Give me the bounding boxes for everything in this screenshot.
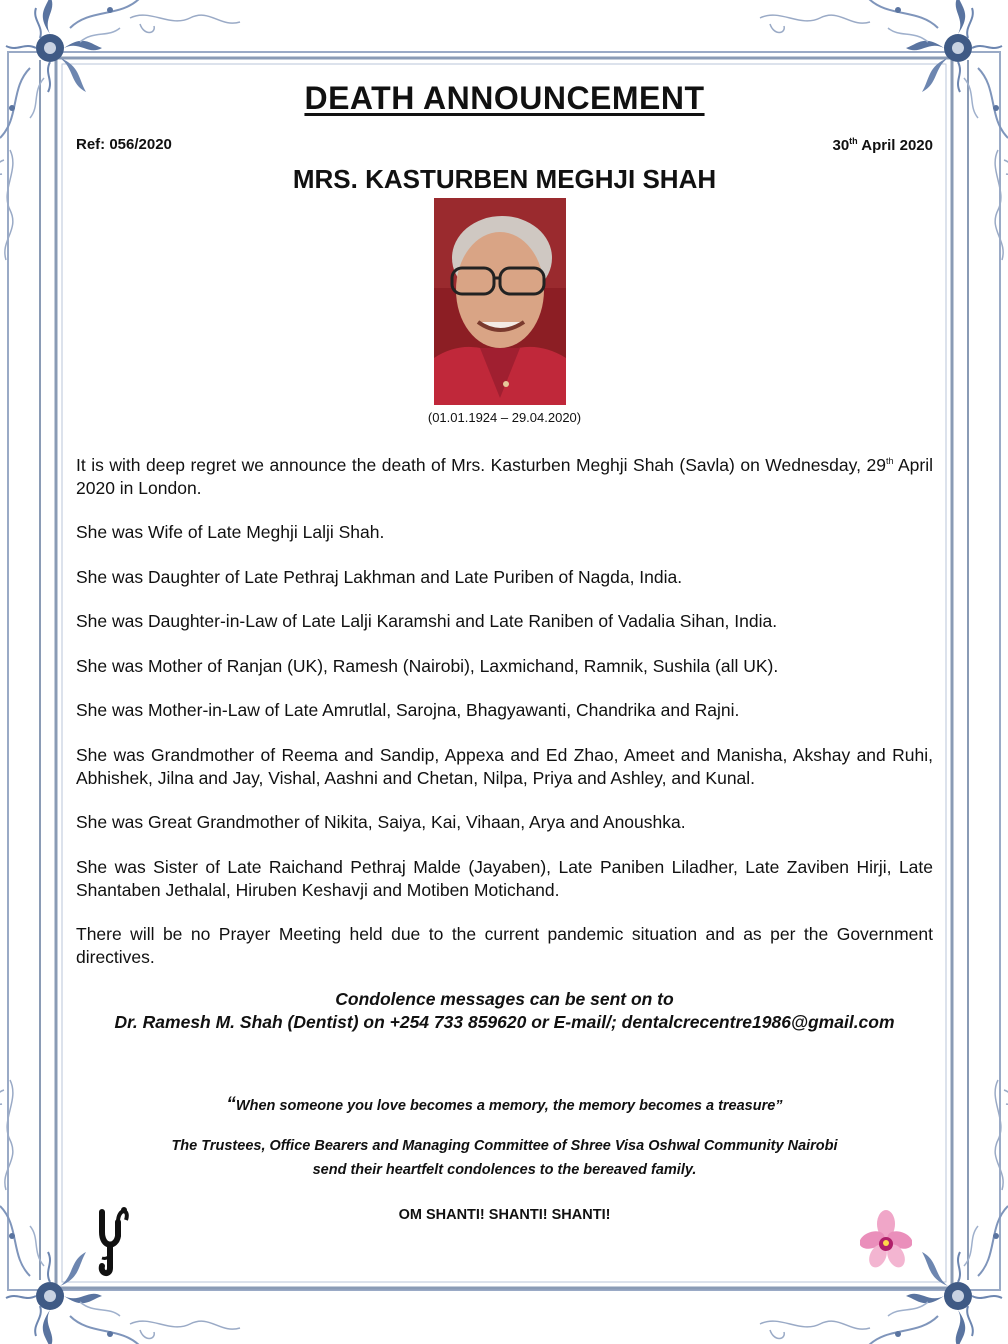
trustees-line: The Trustees, Office Bearers and Managing Committee of Shree Visa Oshwal Community Nairobi <box>171 1138 838 1154</box>
announcement-date: 30th April 2020 <box>832 136 933 154</box>
intro-paragraph: It is with deep regret we announce the death of Mrs. Kasturben Meghji Shah (Savla) on Wednesday, 29th April 2020 in London. <box>76 454 934 498</box>
relation-paragraph: She was Wife of Late Meghji Lalji Shah. <box>76 522 385 543</box>
memorial-quote: “When someone you love becomes a memory, the memory becomes a treasure” <box>226 1094 783 1115</box>
announcement-body <box>76 450 933 991</box>
relation-paragraph: She was Daughter of Late Pethraj Lakhman and Late Puriben of Nagda, India. <box>76 566 683 587</box>
prayer-meeting-notice: There will be no Prayer Meeting held due to the current pandemic situation and as per the Government directives. <box>76 924 933 968</box>
condolence-line: Condolence messages can be sent on to <box>335 989 674 1009</box>
contact-details[interactable]: Dr. Ramesh M. Shah (Dentist) on +254 733 859620 or E-mail/; dentalcrecentre1986@gmail.com <box>114 1012 895 1032</box>
om-shanti: OM SHANTI! SHANTI! SHANTI! <box>398 1207 611 1223</box>
relation-paragraph: She was Mother of Ranjan (UK), Ramesh (Nairobi), Laxmichand, Ramnik, Sushila (all UK). <box>76 655 779 676</box>
relation-paragraph: She was Mother-in-Law of Late Amrutlal, Sarojna, Bhagyawanti, Chandrika and Rajni. <box>76 700 740 721</box>
lifespan-dates: (01.01.1924 – 29.04.2020) <box>427 410 582 425</box>
deceased-name: MRS. KASTURBEN MEGHJI SHAH <box>292 164 717 194</box>
jain-symbol-icon <box>96 1202 132 1278</box>
reference-number: Ref: 056/2020 <box>76 136 172 153</box>
page-title: DEATH ANNOUNCEMENT <box>304 80 705 116</box>
orchid-flower-icon <box>860 1210 912 1274</box>
relation-paragraph: She was Great Grandmother of Nikita, Saiya, Kai, Vihaan, Arya and Anoushka. <box>76 812 686 833</box>
relation-paragraph: She was Daughter-in-Law of Late Lalji Karamshi and Late Raniben of Vadalia Sihan, India. <box>76 611 778 632</box>
announcement-content <box>76 0 933 1344</box>
relation-paragraph: She was Sister of Late Raichand Pethraj Malde (Jayaben), Late Paniben Liladher, Late Zaviben Hirji, Late Shantaben Jethalal, Hiruben Keshavji and Motiben Motichand. <box>76 856 933 900</box>
relation-paragraph: She was Grandmother of Reema and Sandip, Appexa and Ed Zhao, Ameet and Manisha, Akshay and Ruhi, Abhishek, Jilna and Jay, Vishal, Aashni and Chetan, Nilpa, Priya and Ashley, and Kunal. <box>76 744 933 788</box>
portrait-photo <box>434 198 566 405</box>
condolence-contact <box>56 988 953 1034</box>
trustees-message <box>76 1134 933 1182</box>
trustees-line: send their heartfelt condolences to the bereaved family. <box>312 1162 697 1178</box>
